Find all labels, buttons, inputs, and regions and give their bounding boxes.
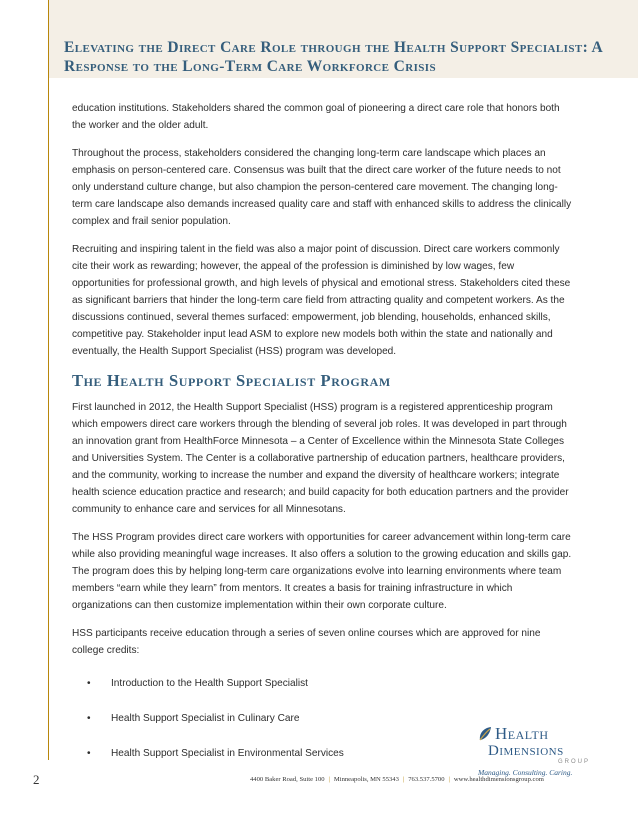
footer-contact <box>250 776 580 783</box>
paragraph: Recruiting and inspiring talent in the field was also a major point of discussion. Direct care workers commonly cite their work as rewarding; however, the appeal of the profession is diminished by low wages, few opportunities for professional growth, and high levels of physical and emotional stress. Stakeholders cited these as significant barriers that hinder the long-term care field from attracting quality and competent workers. As the discussions continued, several themes surfaced: empowerment, job blending, households, enhanced skills, competitive pay. Stakeholder input lead ASM to explore new models both within the state and nationally and eventually, the Health Support Specialist (HSS) program was developed. <box>72 244 571 357</box>
footer-separator: | <box>402 776 405 783</box>
paragraph: education institutions. Stakeholders shared the common goal of pioneering a direct care role that honors both the worker and the older adult. <box>72 103 560 131</box>
logo-text-health: Health <box>495 724 549 743</box>
paragraph: Throughout the process, stakeholders considered the changing long-term care landscape which places an emphasis on person-centered care. Consensus was built that the direct care worker of the future needs to not only understand culture change, but also champion the person-centered care movement. The changing long-term care landscape also demands increased quality care and staff with enhanced skills to address the clinically complex and frail senior population. <box>72 148 572 227</box>
list-item-text: Health Support Specialist in Environmental Services <box>111 748 344 759</box>
logo-tagline: Managing. Consulting. Caring. <box>478 768 573 777</box>
paragraph: HSS participants receive education through a series of seven online courses which are approved for nine college credits: <box>72 628 541 656</box>
list-item-text: Introduction to the Health Support Specialist <box>111 678 308 689</box>
main-content <box>72 100 572 780</box>
leaf-logo-icon <box>478 726 492 742</box>
footer-website: www.healthdimensionsgroup.com <box>453 776 544 783</box>
paragraph: First launched in 2012, the Health Support Specialist (HSS) program is a registered apprenticeship program which empowers direct care workers through the blending of several job roles. It was developed in part through an innovation grant from HealthForce Minnesota – a Center of Excellence within the Minnesota State Colleges and Universities System. The Center is a collaborative partnership of education partners, healthcare providers, and the community, working to increase the number and expand the diversity of healthcare workers; integrate health science education practice and research; and build capacity for both education partners and the provider community to enhance care and services for all Minnesotans. <box>72 402 569 515</box>
page-number: 2 <box>33 772 40 787</box>
bullet-icon: • <box>87 713 91 724</box>
page-header-title: Elevating the Direct Care Role through the Health Support Specialist: A Response to the Long-Term Care Workforce Crisis <box>64 39 603 75</box>
list-item-text: Health Support Specialist in Culinary Care <box>111 713 300 724</box>
footer-address: 4400 Baker Road, Suite 100 <box>250 776 325 783</box>
bullet-icon: • <box>87 748 91 759</box>
footer-city: Minneapolis, MN 55343 <box>333 776 399 783</box>
footer-separator: | <box>328 776 330 783</box>
footer-phone: 763.537.5700 <box>408 776 445 783</box>
sidebar-rule <box>48 0 49 760</box>
footer-separator: | <box>448 776 450 783</box>
section-heading: The Health Support Specialist Program <box>72 371 391 390</box>
list-item <box>87 675 572 692</box>
bullet-icon: • <box>87 678 91 689</box>
company-logo <box>478 724 598 777</box>
logo-text-group: GROUP <box>557 759 590 765</box>
logo-text-dimensions: Dimensions <box>488 743 564 759</box>
paragraph: The HSS Program provides direct care workers with opportunities for career advancement within long-term care while also providing meaningful wage increases. It also offers a solution to the growing education and skills gap. The program does this by helping long-term care organizations evolve into learning environments where team members “earn while they learn” from mentors. It creates a basis for training infrastructure in which organizations can then customize implementation within their own corporate culture. <box>72 532 572 611</box>
